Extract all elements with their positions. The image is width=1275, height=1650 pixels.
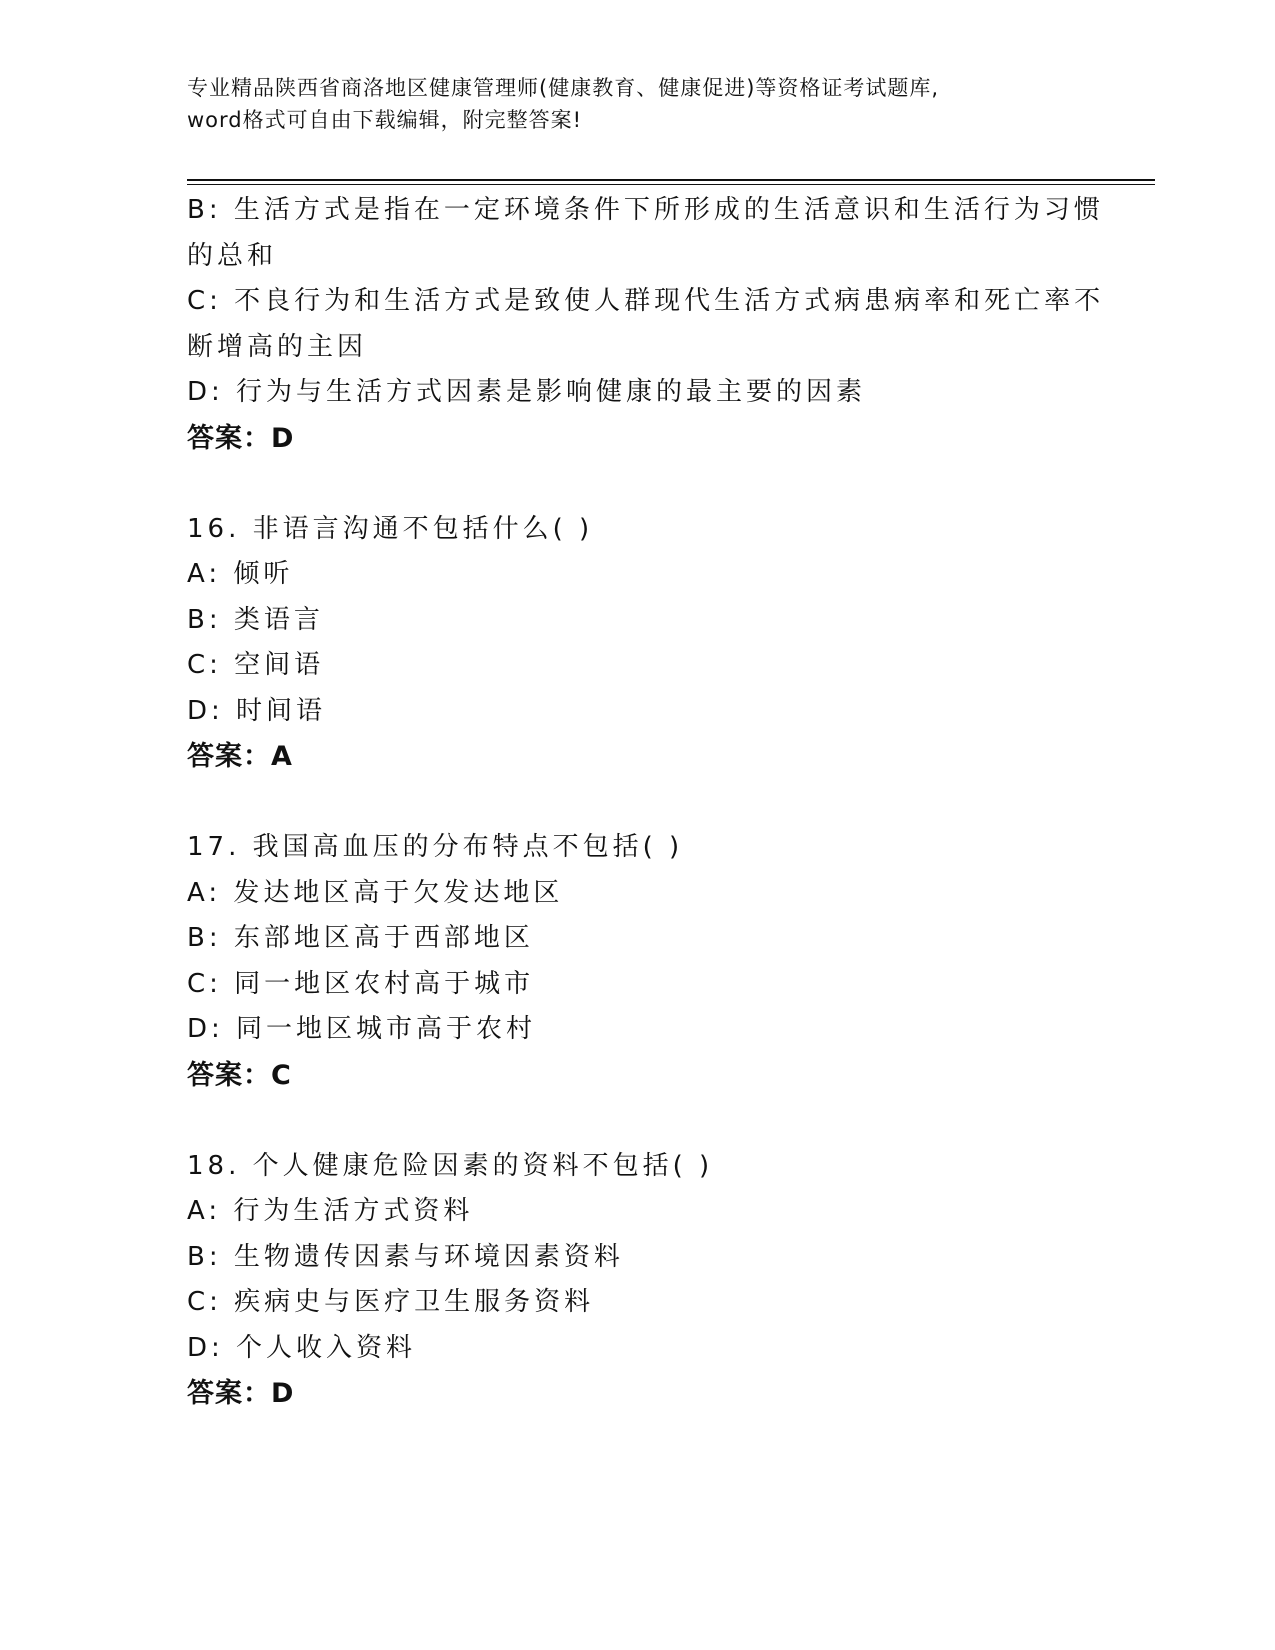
header-title-line-2: word格式可自由下载编辑，附完整答案!	[187, 108, 583, 132]
option-c: C: 空间语	[187, 650, 325, 680]
option-c: C: 疾病史与医疗卫生服务资料	[187, 1287, 595, 1317]
spacer	[187, 780, 1087, 826]
option-line: 的总和	[187, 240, 278, 271]
answer-line: 答案：D	[187, 1378, 295, 1409]
question-stem: 18. 个人健康危险因素的资料不包括( )	[187, 1150, 714, 1181]
option-line: D: 行为与生活方式因素是影响健康的最主要的因素	[187, 377, 867, 407]
option-b: B: 类语言	[187, 604, 324, 635]
question-stem: 16. 非语言沟通不包括什么( )	[187, 513, 594, 544]
spacer	[187, 461, 1087, 507]
option-d: D: 个人收入资料	[187, 1332, 417, 1363]
option-line: B: 生活方式是指在一定环境条件下所形成的生活意识和生活行为习惯	[187, 195, 1104, 225]
answer-line: 答案：D	[187, 422, 295, 454]
question-16	[187, 507, 1087, 780]
question-17	[187, 825, 1087, 1098]
option-line: C: 不良行为和生活方式是致使人群现代生活方式病患病率和死亡率不	[187, 286, 1105, 316]
option-c: C: 同一地区农村高于城市	[187, 968, 535, 999]
option-line: 断增高的主因	[187, 331, 368, 362]
spacer	[187, 1098, 1087, 1144]
header-divider-thin	[187, 184, 1155, 185]
option-b: B: 生物遗传因素与环境因素资料	[187, 1241, 624, 1272]
document-header	[187, 72, 1067, 136]
continued-question	[187, 188, 1105, 461]
header-divider-thick	[187, 179, 1155, 181]
header-title-line-1: 专业精品陕西省商洛地区健康管理师(健康教育、健康促进)等资格证考试题库,	[187, 76, 940, 100]
option-a: A: 倾听	[187, 559, 294, 589]
question-18	[187, 1144, 1087, 1417]
option-a: A: 发达地区高于欠发达地区	[187, 877, 564, 908]
answer-line: 答案：C	[187, 1059, 292, 1091]
question-content	[187, 188, 1105, 1417]
option-d: D: 时间语	[187, 695, 327, 726]
option-a: A: 行为生活方式资料	[187, 1196, 474, 1226]
answer-line: 答案：A	[187, 741, 293, 772]
option-b: B: 东部地区高于西部地区	[187, 923, 534, 953]
question-stem: 17. 我国高血压的分布特点不包括( )	[187, 832, 684, 862]
option-d: D: 同一地区城市高于农村	[187, 1014, 537, 1044]
